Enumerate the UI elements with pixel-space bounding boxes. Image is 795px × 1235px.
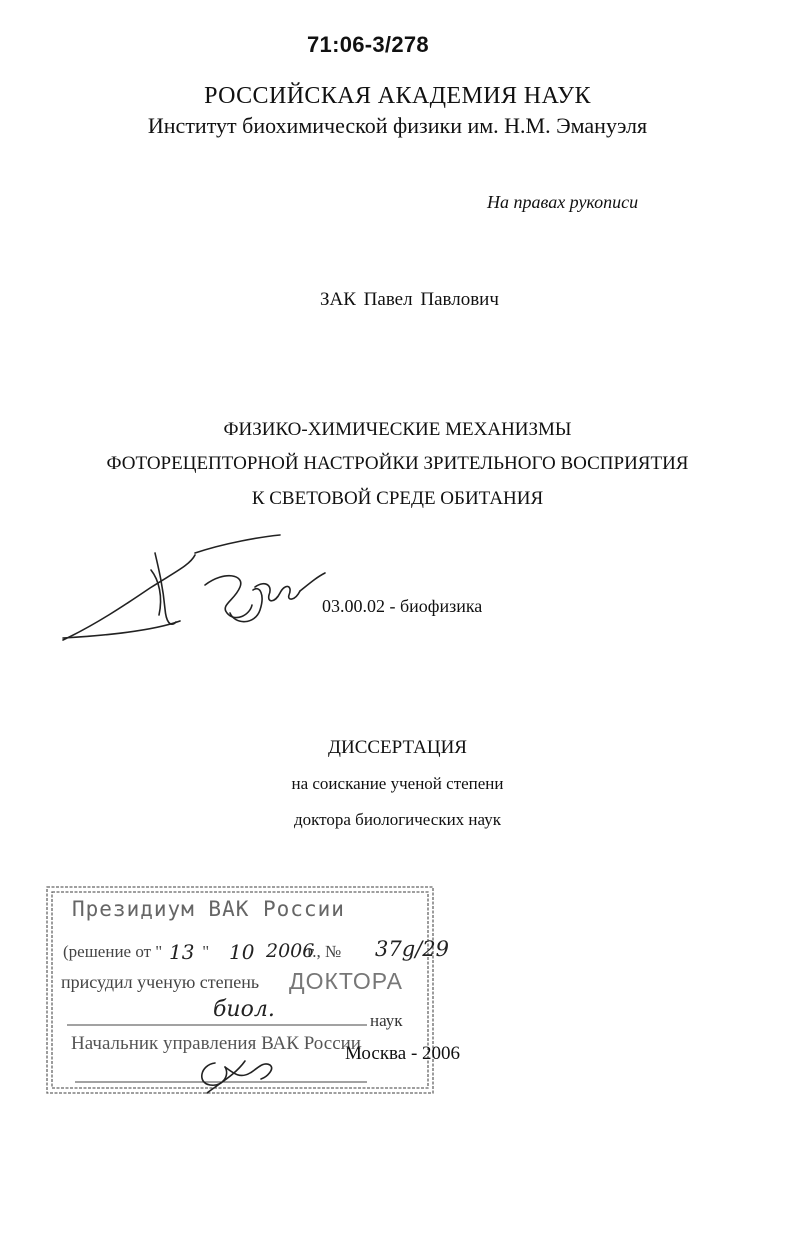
institute-name: Институт биохимической физики им. Н.М. Эмануэля — [147, 113, 648, 138]
title-line-1: ФИЗИКО-ХИМИЧЕСКИЕ МЕХАНИЗМЫ — [223, 419, 572, 440]
vak-stamp — [45, 885, 449, 1097]
dissertation-type: ДИССЕРТАЦИЯ — [328, 737, 467, 758]
city-year: Москва - 2006 — [345, 1043, 461, 1064]
title-line-3: К СВЕТОВОЙ СРЕДЕ ОБИТАНИЯ — [251, 488, 544, 509]
stamp-science: наук — [370, 1011, 403, 1030]
decision-day: 13 — [169, 940, 195, 964]
dissertation-purpose-line-2: доктора биологических наук — [294, 810, 501, 829]
decision-year: 2006 — [266, 940, 315, 962]
decision-prefix: (решение от " — [63, 942, 163, 961]
decision-quote: " — [202, 942, 210, 961]
decision-number: 37g/29 — [375, 937, 449, 961]
title-line-2: ФОТОРЕЦЕПТОРНОЙ НАСТРОЙКИ ЗРИТЕЛЬНОГО ВОСПРИЯТИЯ — [106, 453, 689, 474]
rights-notice: На правах рукописи — [487, 192, 639, 212]
stamp-field-handwritten: биол. — [213, 997, 275, 1022]
stamp-signature — [195, 1053, 295, 1097]
dissertation-purpose-line-1: на соискание ученой степени — [291, 774, 504, 793]
stamp-degree: ДОКТОРА — [289, 968, 403, 994]
document-code: 71:06-3/278 — [307, 32, 429, 57]
decision-month: 10 — [229, 940, 255, 964]
author-signature — [55, 525, 345, 650]
stamp-awarded: присудил ученую степень — [61, 972, 260, 992]
academy-name: РОССИЙСКАЯ АКАДЕМИЯ НАУК — [204, 83, 591, 109]
stamp-head-of-department: Начальник управления ВАК России — [71, 1033, 361, 1054]
author-name: ЗАК Павел Павлович — [320, 289, 499, 310]
decision-number-prefix: г., № — [307, 942, 342, 961]
stamp-title: Президиум ВАК России — [72, 897, 345, 921]
specialty-code: 03.00.02 - биофизика — [322, 596, 483, 616]
